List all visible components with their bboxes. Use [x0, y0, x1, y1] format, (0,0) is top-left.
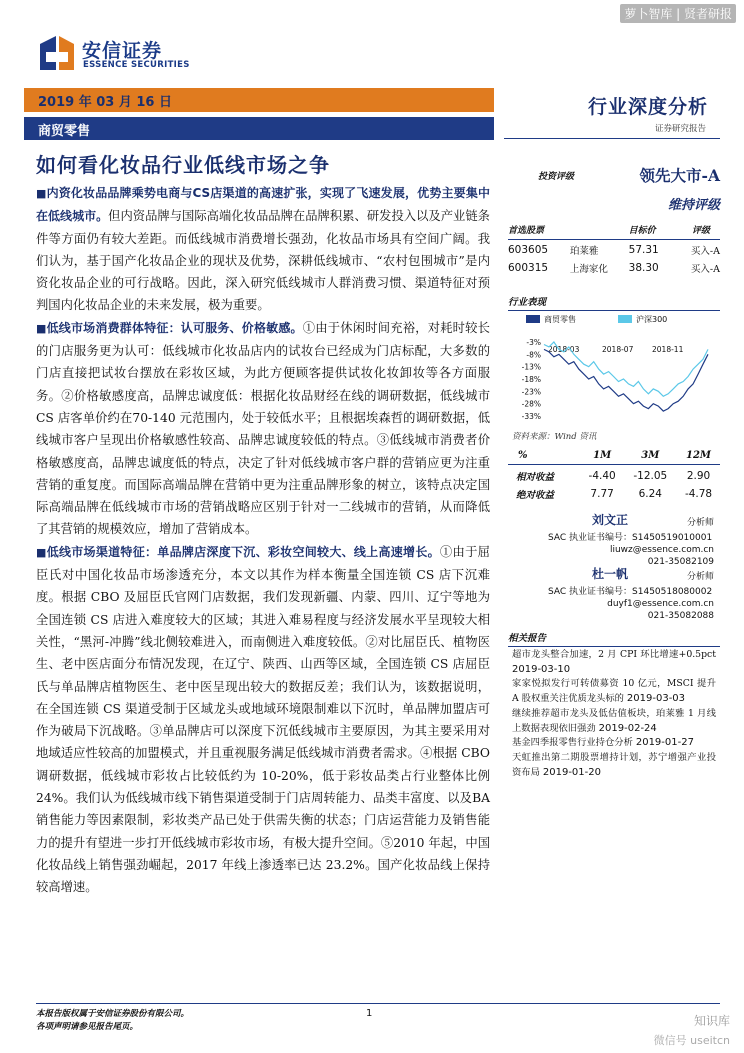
- related-date: 2019-03-03: [626, 693, 686, 705]
- bottom-watermark-id: 微信号 useitcn: [653, 1034, 730, 1047]
- performance-chart: [508, 312, 720, 424]
- returns-3m: 6.24: [638, 488, 662, 500]
- brand-name-en: ESSENCE SECURITIES: [83, 60, 190, 70]
- rating-value: 领先大市-A: [639, 166, 720, 185]
- stock-header-blank: [570, 221, 629, 240]
- related-text: 基金四季报零售行业持仓分析: [512, 737, 633, 749]
- returns-1m: -4.40: [588, 470, 616, 482]
- top-watermark: 萝卜智库 | 贤者研报: [620, 4, 736, 23]
- legend-label: 沪深300: [636, 315, 668, 324]
- analyst-phone: 021-35082109: [647, 557, 714, 567]
- sector-name: 商贸零售: [38, 124, 91, 139]
- returns-1m: 7.77: [590, 488, 614, 500]
- header-divider: [504, 138, 720, 139]
- brand-name-cn: 安信证券: [82, 40, 163, 62]
- sidebar: [508, 150, 720, 778]
- legend-swatch: [618, 315, 632, 323]
- stock-price: 38.30: [628, 262, 659, 274]
- y-tick-label: -33%: [521, 412, 541, 421]
- related-title: 相关报告: [508, 630, 720, 647]
- related-date: 2019-01-27: [635, 737, 694, 749]
- analyst-cert: SAC 执业证书编号：S1450518080002: [548, 587, 713, 597]
- related-date: 2019-01-20: [542, 766, 601, 778]
- x-tick-label: 2018-07: [602, 345, 634, 354]
- returns-label: 相对收益: [516, 472, 555, 483]
- bullet-square-icon: ■: [36, 545, 47, 559]
- analyst-role: 分析师: [686, 572, 714, 582]
- list-item[interactable]: [512, 707, 716, 736]
- x-tick-label: 2018-11: [652, 345, 684, 354]
- performance-title: 行业表现: [508, 294, 720, 311]
- stock-rating: 买入-A: [690, 246, 720, 257]
- y-tick-label: -3%: [526, 338, 541, 347]
- returns-header-3m: 3M: [624, 450, 677, 465]
- report-date: 2019 年 03 月 16 日: [38, 95, 172, 110]
- paragraph-2-head: 低线市场消费群体特征：认可服务、价格敏感。: [46, 320, 303, 335]
- stock-code: 603605: [508, 244, 549, 256]
- paragraph-3-text: ①由于屈臣氏对中国化妆品市场渗透充分，本文以其作为样本衡量全国连锁 CS 店下沉难度。根据 CBO 及屈臣氏官网门店数据，我们发现新疆、内蒙、四川、辽宁等地为全国连锁 CS 店进入难度较大的区域；其进入难易程度与经济发展水平呈现较大相关性，“黑河-冲腾”线北侧较难进入，而南侧进入难度较低。②对比屈臣氏、植物医生、老中医店面分布情况发现，在辽宁、陕西、山西等区域，全国连锁 CS 店屈臣氏与单品牌店植物医生、老中医呈现出较大的数据反差；我们认为，该数据说明，在全国连锁 CS 渠道受制于区域龙头或地域环境限制难以下沉时，单品牌加盟店可作为破局下沉战略。③单品牌店可以深度下沉低线城市主要原因，为其主要采用对地域适应性较高的加盟模式，并且重视服务满足低线城市消费者需求。④根据 CBO 调研数据，低线城市彩妆占比较低约为 10-20%，低于彩妆品类占行业整体比例24%。我们认为低线城市线下销售渠道受制于门店周转能力、品类丰富度、以及BA 销售能力等因素限制，彩妆类产品已处于供需失衡的状态；门店运营能力及销售能力的提升有望进一步打开低线城市彩妆市场，有极大提升空间。⑤2010 年起，中国化妆品线上销售强劲崛起，2017 年线上渗透率已达 23.2%。国产化妆品线上保持较高增速。: [36, 544, 490, 895]
- rating-label: 投资评级: [538, 172, 575, 182]
- analyst-cert: SAC 执业证书编号：S1450519010001: [548, 533, 713, 543]
- report-type: 行业深度分析: [587, 96, 708, 118]
- paragraph-1-text: 但内资品牌与国际高端化妆品品牌在品牌积累、研发投入以及产业链条件等方面仍有较大差距。而低线城市消费增长强劲，化妆品市场具有空间广阔。我们认为，基于国产化妆品企业的现状及优势，深耕低线城市、“农村包围城市”是内资化妆品企业的可行战略。因此，深入研究低线城市人群消费习惯、渠道特征对预判国内化妆品企业的未来发展，极为重要。: [36, 209, 490, 313]
- related-date: 2019-03-10: [512, 663, 571, 675]
- returns-header-unit: %: [508, 450, 581, 465]
- bullet-square-icon: ■: [36, 321, 47, 335]
- chart-source: 资料来源：Wind 资讯: [512, 432, 597, 442]
- paragraph-2: [36, 317, 490, 541]
- returns-12m: 2.90: [686, 470, 711, 482]
- analyst-email[interactable]: duyf1@essence.com.cn: [607, 599, 714, 609]
- y-tick-label: -8%: [526, 350, 541, 360]
- y-tick-label: -18%: [521, 375, 541, 384]
- related-text: 超市龙头整合加速，2 月 CPI 环比增速+0.5pct: [512, 649, 716, 660]
- bullet-square-icon: ■: [36, 187, 47, 200]
- sector-bar: [24, 117, 494, 140]
- y-tick-label: -28%: [521, 399, 541, 409]
- analyst-block: [508, 568, 720, 622]
- list-item[interactable]: [512, 677, 716, 706]
- stock-table: [508, 221, 720, 276]
- table-row: [508, 465, 720, 484]
- paragraph-1: [36, 182, 490, 317]
- related-date: 2019-02-24: [598, 722, 657, 734]
- related-list: [512, 648, 716, 780]
- related-text: 家家悦拟发行可转债募资 10 亿元，MSCI 提升 A 股权重关注优质龙头标的: [512, 678, 716, 705]
- stock-header-name: 首选股票: [508, 221, 570, 240]
- date-bar: [24, 88, 494, 112]
- related-text: 天虹推出第二期股票增持计划，苏宁增强产业投资布局: [512, 751, 716, 778]
- stock-name: 珀莱雅: [569, 246, 599, 257]
- logo-mark-icon: [40, 34, 76, 72]
- analyst-name: 杜一帆: [592, 567, 629, 581]
- table-row: [508, 258, 720, 276]
- report-subtitle: 证券研究报告: [654, 124, 706, 134]
- stock-header-rating: 评级: [675, 221, 720, 240]
- rating-block: [508, 150, 720, 196]
- rating-maintain: 维持评级: [667, 198, 720, 213]
- stock-price: 57.31: [628, 244, 659, 256]
- stock-code: 600315: [508, 262, 549, 274]
- footer-line-2: 各项声明请参见报告尾页。: [36, 1022, 139, 1032]
- paragraph-3-head: 低线市场渠道特征：单品牌店深度下沉、彩妆空间较大、线上高速增长。: [46, 544, 440, 559]
- table-row: [508, 240, 720, 259]
- main-body: [36, 182, 490, 899]
- related-text: 继续推荐超市龙头及低估值板块，珀莱雅 1 月线上数据表现依旧强劲: [512, 707, 716, 734]
- returns-header-12m: 12M: [677, 450, 720, 465]
- returns-label: 绝对收益: [516, 490, 555, 501]
- bottom-watermark-title: 知识库: [693, 1014, 730, 1028]
- analyst-name: 刘文正: [592, 513, 629, 527]
- x-tick-label: 2018-03: [548, 345, 580, 354]
- page-number: 1: [366, 1008, 373, 1019]
- legend-label: 商贸零售: [544, 315, 576, 324]
- returns-3m: -12.05: [633, 470, 668, 482]
- returns-header-1m: 1M: [581, 450, 624, 465]
- paragraph-2-text: ①由于休闲时间充裕，对耗时较长的门店服务更为认可：低线城市化妆品店内的试妆台已经成为门店标配，大多数的门店直接把试妆台摆放在彩妆区域，为此方便顾客提供试妆化妆卸妆等各方面服务。②价格敏感度高，品牌忠诚度低：根据化妆品财经在线的调研数据，低线城市 CS 店客单价约在70-140 元范围内，处于较低水平；且根据埃森哲的调研数据，低线城市客户呈现出价格敏感性较高、品牌忠诚度较低的特点。③低线城市消费者价格敏感度高，品牌忠诚度低的特点，决定了针对低线城市客户群的营销应更为注重营销的重复度。而国际高端品牌在营销中更为注重品牌形象的树立，该特点决定国际高端品牌在低线城市市场的营销战略应区别于针对一二线城市的营销，从而降低了其营销的规模效应，增加了营销成本。: [36, 320, 490, 537]
- footer-divider: [36, 1003, 720, 1004]
- performance-chart-svg: [508, 312, 720, 424]
- analyst-block: [508, 514, 720, 568]
- stock-name: 上海家化: [569, 264, 608, 275]
- y-tick-label: -23%: [521, 387, 541, 397]
- analyst-phone: 021-35082088: [647, 611, 714, 621]
- stock-header-price: 目标价: [629, 221, 675, 240]
- paragraph-1-head: 内资化妆品品牌乘势电商与CS店渠道的高速扩张，实现了飞速发展，优势主要集中在低线城市。: [36, 186, 490, 224]
- brand-logo: [40, 34, 225, 74]
- footer-line-1: 本报告版权属于安信证券股份有限公司。: [36, 1009, 190, 1019]
- list-item[interactable]: [512, 751, 716, 780]
- returns-12m: -4.78: [684, 488, 713, 500]
- stock-rating: 买入-A: [690, 264, 720, 275]
- footer-disclaimer: [36, 1008, 189, 1034]
- list-item[interactable]: [512, 648, 716, 677]
- legend-swatch: [526, 315, 540, 323]
- analyst-role: 分析师: [686, 518, 714, 528]
- page-title: 如何看化妆品行业低线市场之争: [36, 153, 330, 177]
- table-row: [508, 483, 720, 501]
- returns-table: [508, 450, 720, 501]
- paragraph-3: [36, 541, 490, 899]
- analyst-email[interactable]: liuwz@essence.com.cn: [609, 545, 714, 555]
- y-tick-label: -13%: [521, 362, 541, 372]
- list-item[interactable]: [512, 736, 716, 751]
